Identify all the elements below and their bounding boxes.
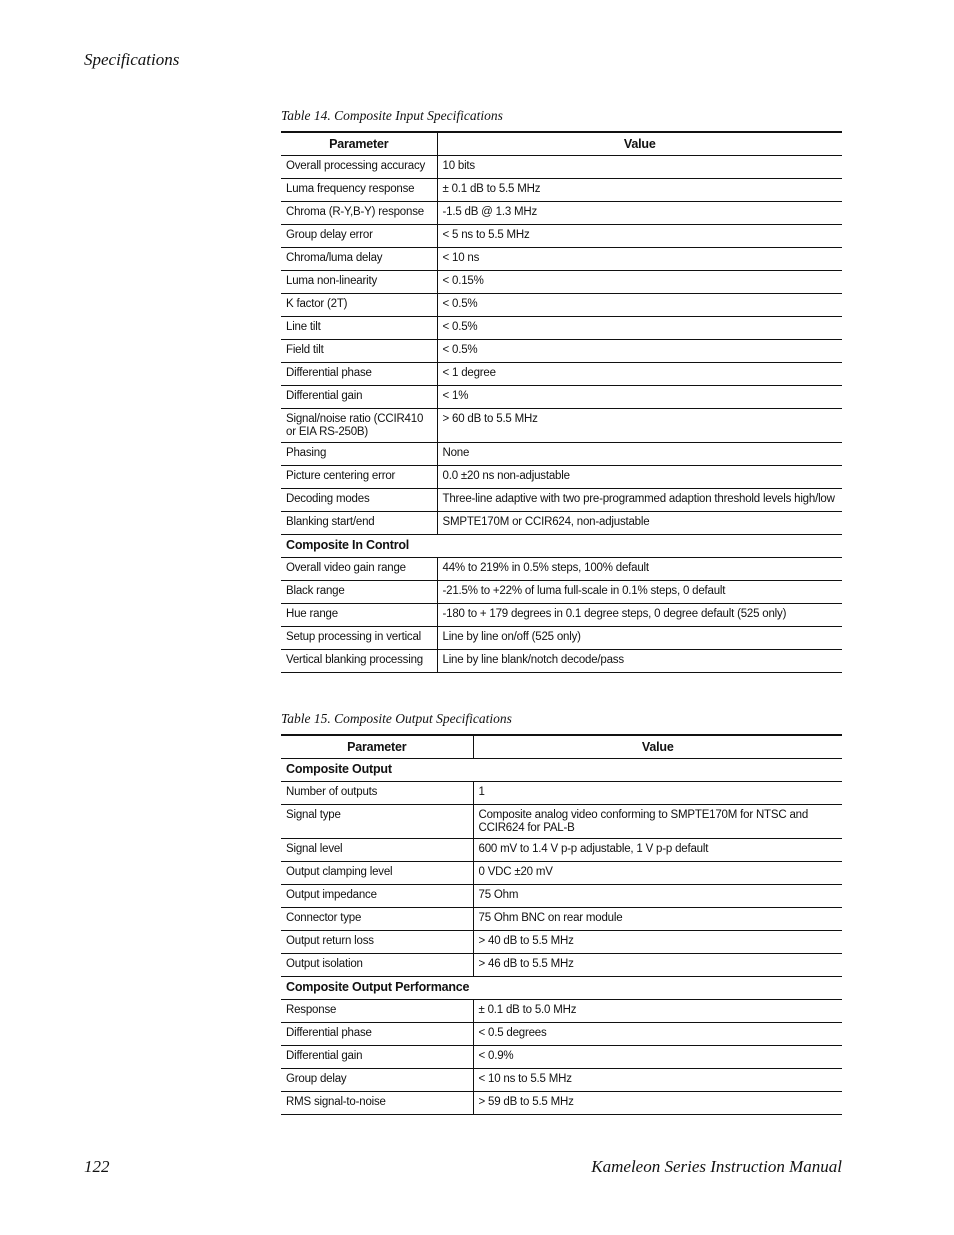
table-row <box>281 604 842 627</box>
value-cell: 1 <box>473 782 842 805</box>
parameter-cell: Differential phase <box>281 363 437 386</box>
table-row <box>281 179 842 202</box>
table-row <box>281 489 842 512</box>
parameter-column-header: Parameter <box>281 132 437 156</box>
table-row <box>281 271 842 294</box>
value-cell: < 0.15% <box>437 271 842 294</box>
value-column-header: Value <box>437 132 842 156</box>
table-row <box>281 650 842 673</box>
table-row <box>281 443 842 466</box>
table-row <box>281 782 842 805</box>
parameter-cell: Differential phase <box>281 1023 473 1046</box>
table-row <box>281 581 842 604</box>
table-14-caption: Table 14. Composite Input Specifications <box>281 108 503 123</box>
value-cell: SMPTE170M or CCIR624, non-adjustable <box>437 512 842 535</box>
table-row <box>281 862 842 885</box>
composite-output-heading: Composite Output <box>281 759 842 782</box>
table-row <box>281 386 842 409</box>
value-cell: < 10 ns to 5.5 MHz <box>473 1069 842 1092</box>
value-cell: > 60 dB to 5.5 MHz <box>437 409 842 443</box>
parameter-cell: Differential gain <box>281 386 437 409</box>
table-15-output-section <box>281 759 842 782</box>
table-row <box>281 363 842 386</box>
value-cell: Three-line adaptive with two pre-programmed adaption threshold levels high/low <box>437 489 842 512</box>
value-cell: 75 Ohm BNC on rear module <box>473 908 842 931</box>
value-cell: > 59 dB to 5.5 MHz <box>473 1092 842 1115</box>
value-cell: < 1 degree <box>437 363 842 386</box>
table-row <box>281 340 842 363</box>
value-cell: -21.5% to +22% of luma full-scale in 0.1% steps, 0 default <box>437 581 842 604</box>
group-row <box>281 977 842 1000</box>
composite-output-spec-table <box>281 734 842 1115</box>
value-cell: None <box>437 443 842 466</box>
parameter-cell: RMS signal-to-noise <box>281 1092 473 1115</box>
table-row <box>281 225 842 248</box>
parameter-cell: Overall processing accuracy <box>281 156 437 179</box>
value-column-header: Value <box>473 735 842 759</box>
table-row <box>281 558 842 581</box>
group-row <box>281 535 842 558</box>
value-cell: < 0.5 degrees <box>473 1023 842 1046</box>
parameter-cell: Picture centering error <box>281 466 437 489</box>
table-row <box>281 931 842 954</box>
value-cell: 75 Ohm <box>473 885 842 908</box>
parameter-cell: Luma non-linearity <box>281 271 437 294</box>
table-15-output-body <box>281 782 842 977</box>
parameter-cell: Signal level <box>281 839 473 862</box>
parameter-cell: Luma frequency response <box>281 179 437 202</box>
table-row <box>281 409 842 443</box>
value-cell: 0.0 ±20 ns non-adjustable <box>437 466 842 489</box>
table-15-caption: Table 15. Composite Output Specifications <box>281 711 512 726</box>
value-cell: < 0.9% <box>473 1046 842 1069</box>
table-15-performance-section <box>281 977 842 1000</box>
value-cell: 10 bits <box>437 156 842 179</box>
table-row <box>281 248 842 271</box>
parameter-cell: Chroma/luma delay <box>281 248 437 271</box>
parameter-cell: Signal type <box>281 805 473 839</box>
running-head: Specifications <box>84 50 180 69</box>
value-cell: < 0.5% <box>437 317 842 340</box>
value-cell: 44% to 219% in 0.5% steps, 100% default <box>437 558 842 581</box>
parameter-cell: Group delay error <box>281 225 437 248</box>
table-row <box>281 202 842 225</box>
value-cell: < 10 ns <box>437 248 842 271</box>
table-row <box>281 885 842 908</box>
value-cell: < 1% <box>437 386 842 409</box>
value-cell: < 0.5% <box>437 294 842 317</box>
parameter-cell: Group delay <box>281 1069 473 1092</box>
parameter-cell: Hue range <box>281 604 437 627</box>
parameter-cell: Output isolation <box>281 954 473 977</box>
table-row <box>281 627 842 650</box>
parameter-cell: Connector type <box>281 908 473 931</box>
value-cell: > 40 dB to 5.5 MHz <box>473 931 842 954</box>
parameter-cell: K factor (2T) <box>281 294 437 317</box>
parameter-cell: Phasing <box>281 443 437 466</box>
parameter-cell: Overall video gain range <box>281 558 437 581</box>
composite-input-spec-table <box>281 131 842 673</box>
parameter-cell: Output clamping level <box>281 862 473 885</box>
table-row <box>281 1092 842 1115</box>
composite-in-control-heading: Composite In Control <box>281 535 842 558</box>
table-row <box>281 1069 842 1092</box>
table-row <box>281 1023 842 1046</box>
parameter-cell: Line tilt <box>281 317 437 340</box>
parameter-cell: Output return loss <box>281 931 473 954</box>
composite-output-performance-heading: Composite Output Performance <box>281 977 842 1000</box>
parameter-cell: Setup processing in vertical <box>281 627 437 650</box>
parameter-cell: Output impedance <box>281 885 473 908</box>
parameter-cell: Black range <box>281 581 437 604</box>
value-cell: < 0.5% <box>437 340 842 363</box>
parameter-cell: Vertical blanking processing <box>281 650 437 673</box>
value-cell: 0 VDC ±20 mV <box>473 862 842 885</box>
parameter-cell: Chroma (R-Y,B-Y) response <box>281 202 437 225</box>
table-row <box>281 294 842 317</box>
value-cell: -180 to + 179 degrees in 0.1 degree steps, 0 degree default (525 only) <box>437 604 842 627</box>
table-row <box>281 805 842 839</box>
table-14-control-section <box>281 535 842 558</box>
parameter-cell: Signal/noise ratio (CCIR410 or EIA RS-250B) <box>281 409 437 443</box>
table-row <box>281 1046 842 1069</box>
table-15-performance-body <box>281 1000 842 1115</box>
parameter-cell: Response <box>281 1000 473 1023</box>
group-row <box>281 759 842 782</box>
table-14-control-body <box>281 558 842 673</box>
page-number: 122 <box>84 1157 110 1176</box>
value-cell: > 46 dB to 5.5 MHz <box>473 954 842 977</box>
value-cell: Line by line on/off (525 only) <box>437 627 842 650</box>
value-cell: Composite analog video conforming to SMPTE170M for NTSC and CCIR624 for PAL-B <box>473 805 842 839</box>
parameter-cell: Decoding modes <box>281 489 437 512</box>
parameter-cell: Differential gain <box>281 1046 473 1069</box>
value-cell: -1.5 dB @ 1.3 MHz <box>437 202 842 225</box>
value-cell: < 5 ns to 5.5 MHz <box>437 225 842 248</box>
manual-title: Kameleon Series Instruction Manual <box>591 1157 842 1176</box>
parameter-cell: Field tilt <box>281 340 437 363</box>
table-row <box>281 317 842 340</box>
table-row <box>281 466 842 489</box>
parameter-cell: Number of outputs <box>281 782 473 805</box>
value-cell: 600 mV to 1.4 V p-p adjustable, 1 V p-p default <box>473 839 842 862</box>
table-row <box>281 1000 842 1023</box>
value-cell: ± 0.1 dB to 5.0 MHz <box>473 1000 842 1023</box>
table-row <box>281 839 842 862</box>
table-row <box>281 512 842 535</box>
table-row <box>281 908 842 931</box>
table-row <box>281 954 842 977</box>
value-cell: Line by line blank/notch decode/pass <box>437 650 842 673</box>
table-row <box>281 156 842 179</box>
value-cell: ± 0.1 dB to 5.5 MHz <box>437 179 842 202</box>
table-14-body <box>281 156 842 535</box>
parameter-cell: Blanking start/end <box>281 512 437 535</box>
parameter-column-header: Parameter <box>281 735 473 759</box>
